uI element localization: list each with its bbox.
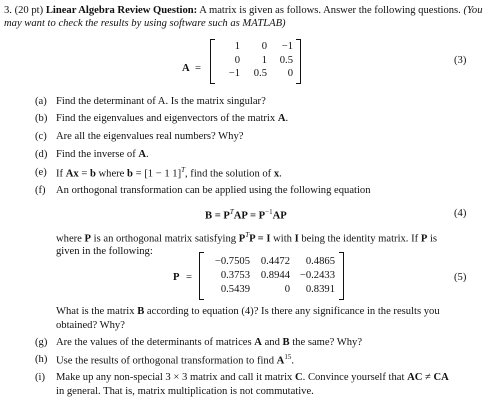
matrix-p-cell: 0.3753 [220,270,250,281]
item-a-text: Find the determinant of A. Is the matrix singular? [56,96,266,107]
item-d-text: Find the inverse of A. [56,149,149,160]
question-title: Linear Algebra Review Question: [45,5,198,16]
matrix-p-cell: 0.4865 [305,256,335,267]
matrix-p-equals: = [186,272,192,283]
item-f-question-line1: What is the matrix B according to equation (4)? Is there any significance in the results you [56,306,440,317]
matrix-p-cell: 0.8391 [305,284,335,295]
item-f-question-line2: obtained? Why? [56,320,125,331]
matrix-p-cell: 0.4472 [260,256,290,267]
matrix-a-equals: = [195,63,201,74]
item-e-label: (e) [35,167,47,178]
item-f-para-line2: given in the following: [56,246,153,257]
matrix-p-label: P [173,272,180,283]
item-i-text-line1: Make up any non-special 3 × 3 matrix and call it matrix C. Convince yourself that AC ≠ CA [56,372,449,383]
item-f-text: An orthogonal transformation can be applied using the following equation [56,185,371,196]
question-header [4,4,496,30]
item-e-text: If Ax = b where b = [1 − 1 1]$^T$, find the solution of x. [56,166,282,180]
item-i-label: (i) [35,372,45,383]
equation-number-3: (3) [454,55,467,66]
item-g-text: Are the values of the determinants of matrices A and B the same? Why? [56,337,363,348]
matrix-a-cell: −1 [281,41,293,52]
matrix-a-cell: 1 [261,55,267,66]
equation-4: $B = P^TAP = P^{-1}AP$ [205,208,287,222]
equation-number-5: (5) [454,272,467,283]
question-note: (You may want to check the results by using software such as MATLAB) [4,5,483,29]
matrix-a-cell: −1 [228,68,240,79]
matrix-a-right-bracket [296,39,301,84]
matrix-a-cell: 0 [261,41,267,52]
matrix-a-cell: 0.5 [253,68,267,79]
equation-number-4: (4) [454,208,467,219]
matrix-a-cell: 0 [234,55,240,66]
item-d-label: (d) [35,149,48,160]
matrix-p-cell: −0.7505 [214,256,250,267]
item-c-text: Are all the eigenvalues real numbers? Why? [56,131,244,142]
matrix-p-cell: −0.2433 [299,270,335,281]
item-b-label: (b) [35,113,48,124]
item-f-label: (f) [35,185,46,196]
item-i-text-line2: in general. That is, matrix multiplication is not commutative. [56,386,314,397]
item-g-label: (g) [35,337,48,348]
item-c-label: (c) [35,131,47,142]
matrix-a-label: A [182,63,190,74]
item-b-text: Find the eigenvalues and eigenvectors of the matrix A. [56,113,289,124]
question-intro: A matrix is given as follows. Answer the following questions. [199,5,461,16]
item-h-label: (h) [35,354,48,365]
item-f-para-line1: where P is an orthogonal matrix satisfying $P^TP = I$ with I being the identity matrix. If P is [56,231,438,245]
question-points: (20 pt) [14,5,44,16]
matrix-a-cell: 0.5 [279,55,293,66]
matrix-a-cell: 0 [287,68,293,79]
matrix-p-cell: 0 [284,284,290,295]
item-h-text: Use the results of orthogonal transformation to find $A^{15}$. [56,353,294,367]
question-number: 3. [4,5,12,16]
matrix-p-cell: 0.8944 [260,270,290,281]
matrix-p-right-bracket [339,252,344,300]
matrix-a-left-bracket [210,39,215,84]
item-a: (a) [35,96,47,107]
matrix-a-cell: 1 [234,41,240,52]
matrix-p-cell: 0.5439 [220,284,250,295]
